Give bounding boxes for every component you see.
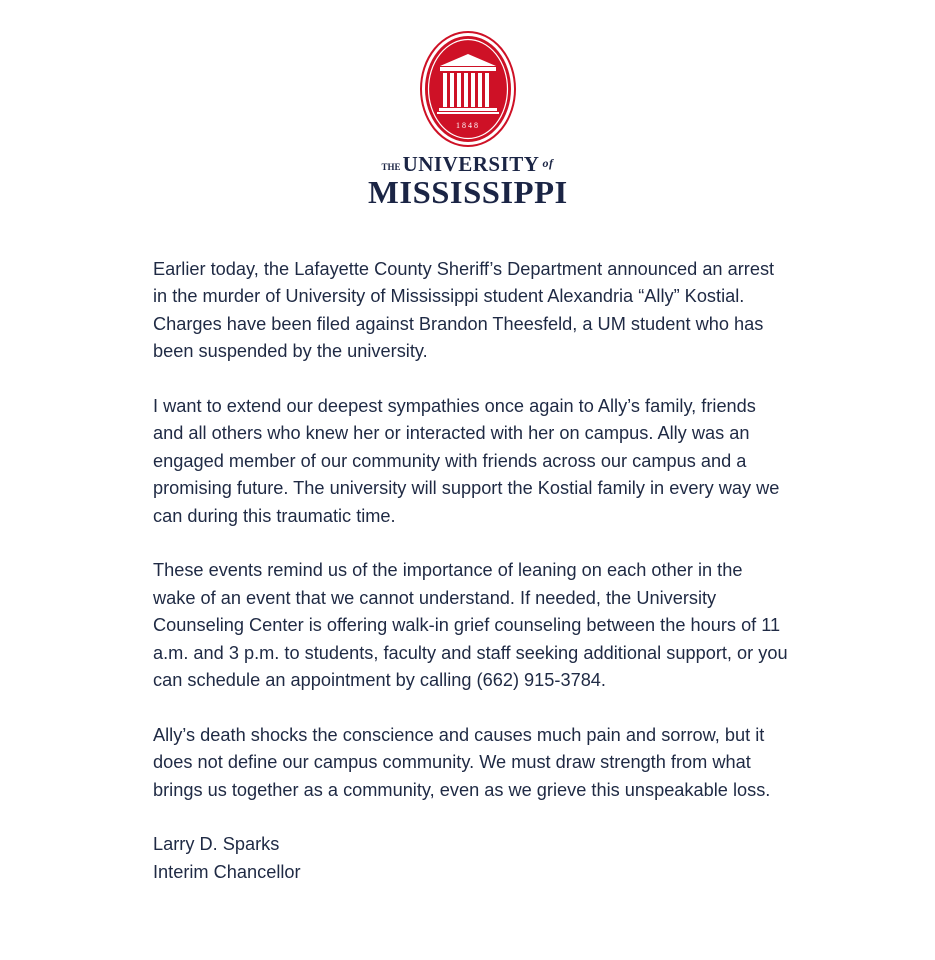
letter-paragraph-1: Earlier today, the Lafayette County Sheriff’s Department announced an arrest in the murder of University of Mississippi student Alexandria “Ally” Kostial. Charges have been filed against Brandon Theesfeld, a UM student who has been suspended by the university. (153, 259, 775, 362)
letter-paragraph-3: These events remind us of the importance of leaning on each other in the wake of an event that we cannot understand. If needed, the University Counseling Center is offering walk-in grief counseling between the hours of 11 a.m. and 3 p.m. to students, faculty and staff seeking additional support, or you can schedule an appointment by calling (662) 915-3784. (153, 560, 788, 691)
wordmark-the: THE (381, 162, 401, 172)
wordmark-of: of (542, 156, 554, 170)
signature-title: Interim Chancellor (153, 861, 301, 882)
wordmark-top-line (382, 154, 554, 175)
university-logo (0, 30, 935, 208)
wordmark-university: UNIVERSITY (402, 152, 540, 176)
signature-block (153, 831, 803, 886)
letter-paragraph-4: Ally’s death shocks the conscience and causes much pain and sorrow, but it does not define our campus community. We must draw strength from what brings us together as a community, even as we grieve this unspeakable loss. (153, 724, 771, 800)
university-seal-icon (420, 30, 516, 148)
seal-year: 1848 (455, 121, 480, 130)
wordmark-mississippi: MISSISSIPPI (367, 174, 568, 210)
letter-body (153, 256, 803, 886)
signature-name: Larry D. Sparks (153, 834, 280, 855)
university-wordmark (367, 152, 568, 210)
letter-paragraph-2: I want to extend our deepest sympathies once again to Ally’s family, friends and all others who knew her or interacted with her on campus. Ally was an engaged member of our community with friends across our campus and a promising future. The university will support the Kostial family in every way we can during this traumatic time. (153, 396, 780, 526)
